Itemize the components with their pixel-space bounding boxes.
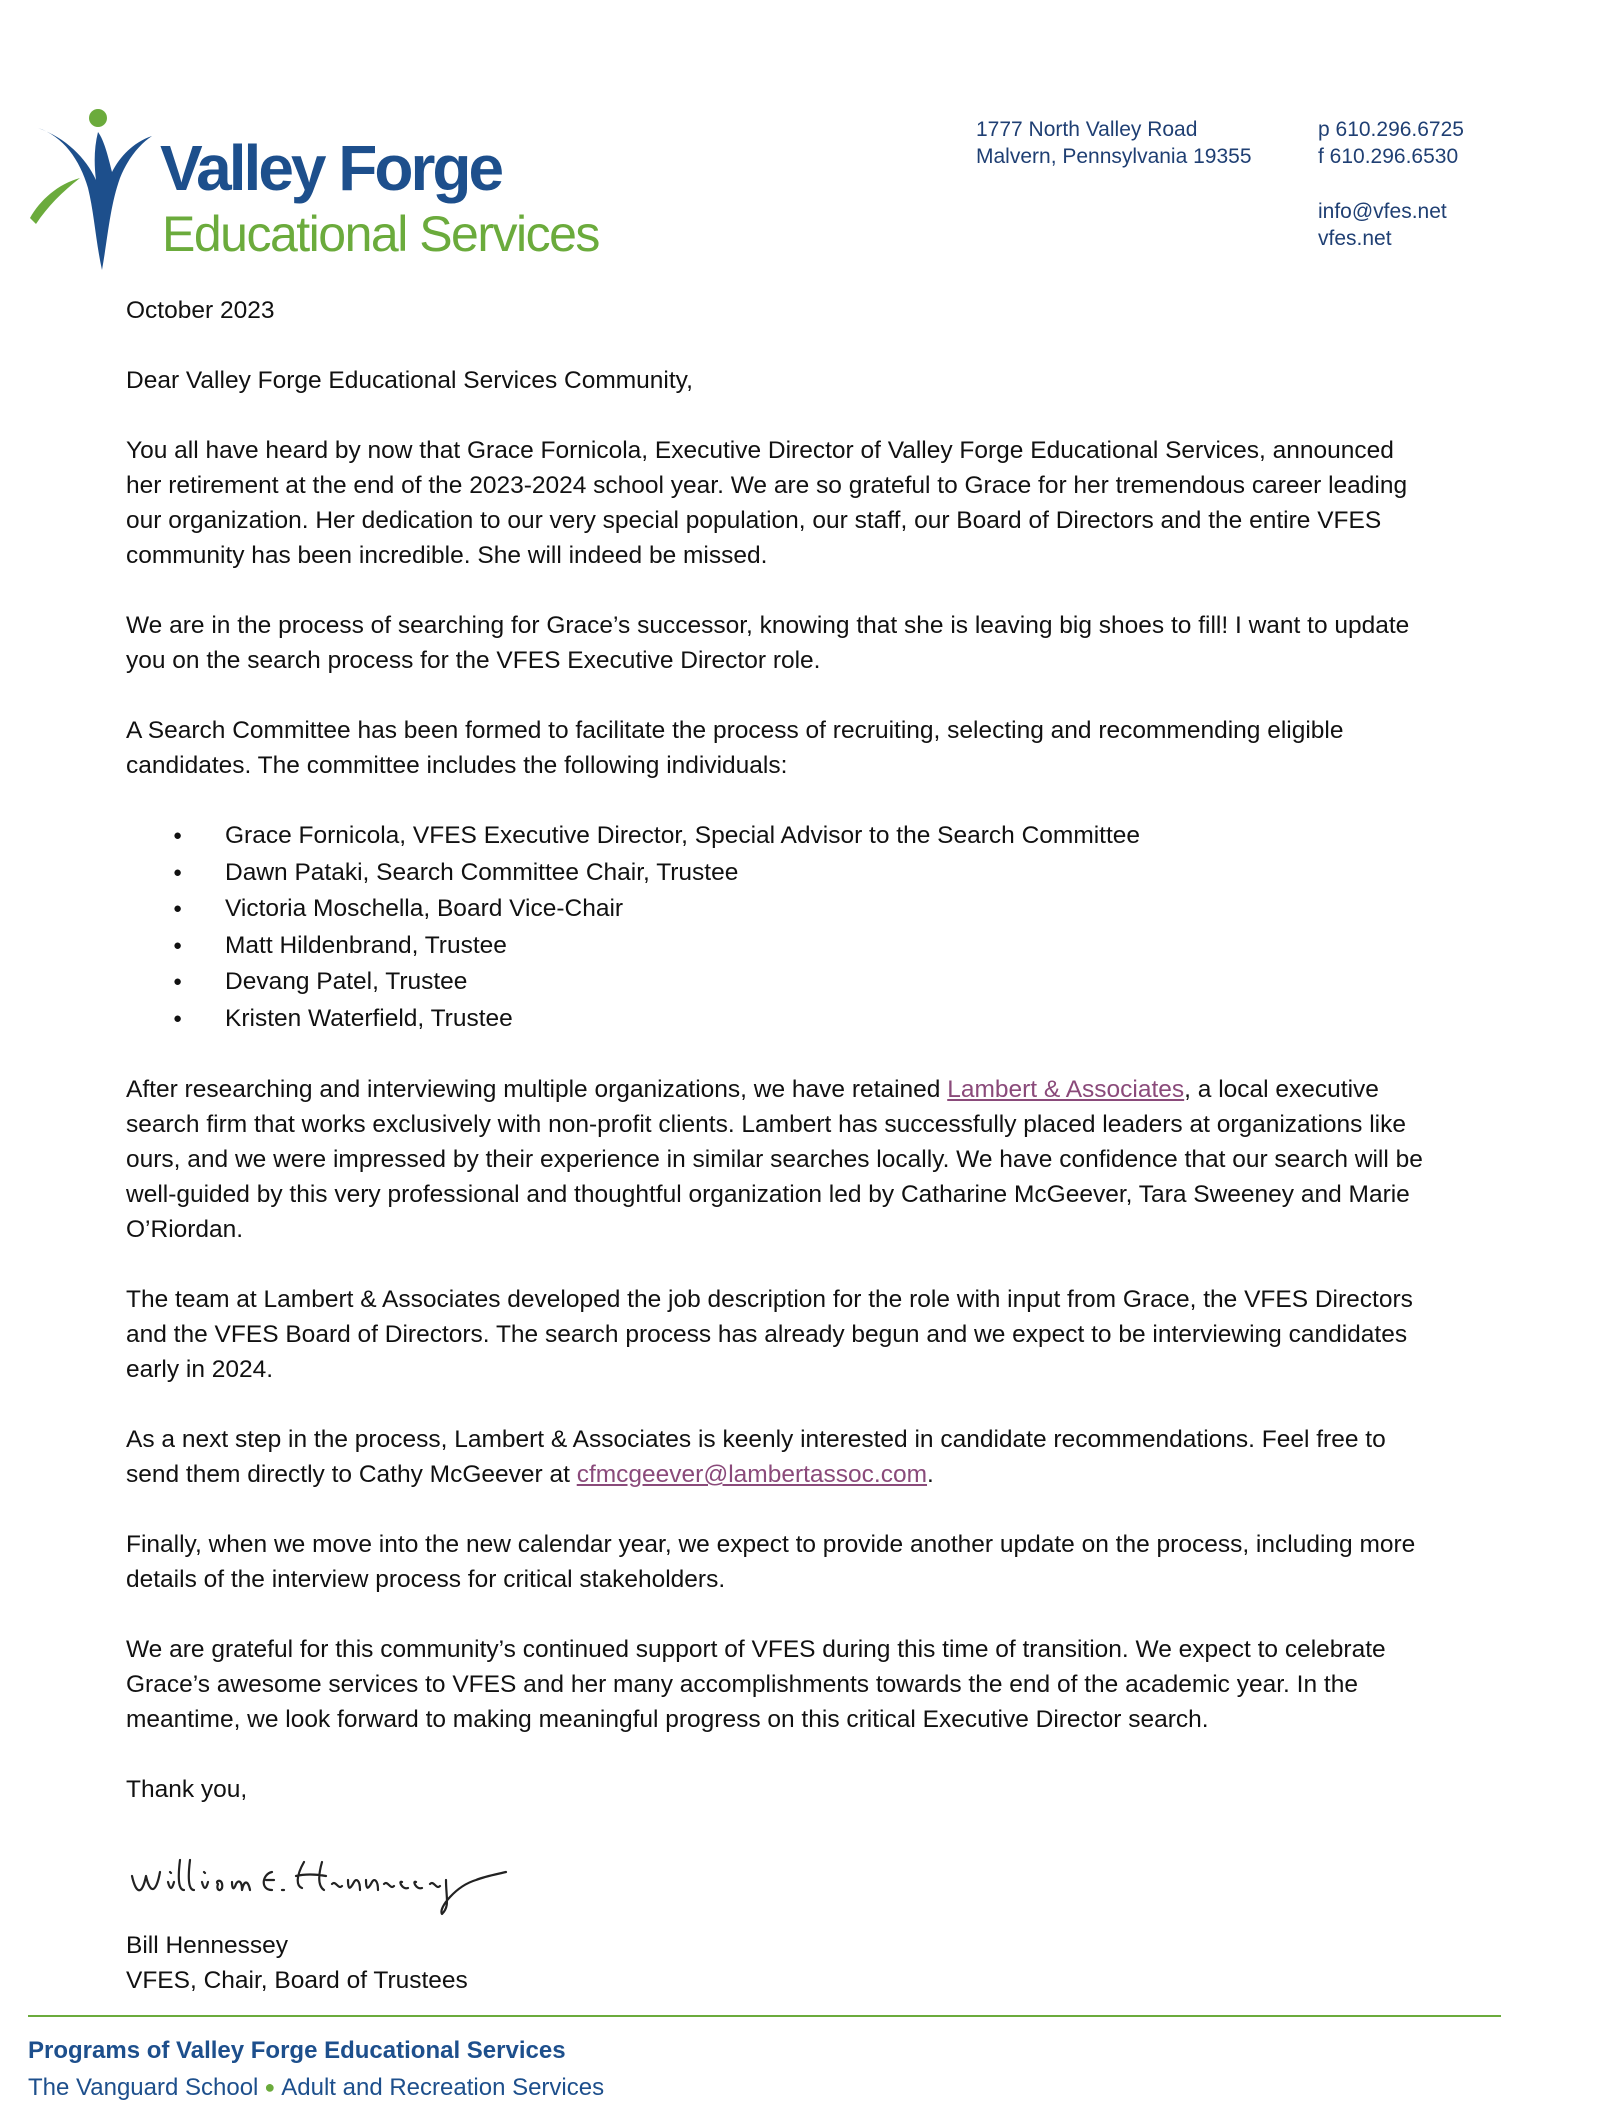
list-item: ● Grace Fornicola, VFES Executive Director, Special Advisor to the Search Committee xyxy=(126,818,1426,855)
paragraph-5: The team at Lambert & Associates developed the job description for the role with input from Grace, the VFES Directors and the VFES Board of Directors. The search process has already begun and we expect to be interviewing candidates early in 2024. xyxy=(126,1286,1413,1383)
footer-divider xyxy=(28,2015,1501,2017)
vfes-logo xyxy=(28,108,599,278)
letter-body xyxy=(126,293,1426,1998)
signature-image xyxy=(126,1846,546,1918)
paragraph-6-start: As a next step in the process, Lambert & Associates is keenly interested in candidate recommendations. Feel free to send them directly to Cathy McGeever at xyxy=(126,1426,1386,1488)
list-item: ● Matt Hildenbrand, Trustee xyxy=(126,928,1426,965)
closing: Thank you, xyxy=(126,1776,248,1803)
paragraph-3: A Search Committee has been formed to facilitate the process of recruiting, selecting and recommending eligible candidates. The committee includes the following individuals: xyxy=(126,717,1344,779)
paragraph-1: You all have heard by now that Grace Fornicola, Executive Director of Valley Forge Educational Services, announced her retirement at the end of the 2023-2024 school year. We are so grateful to Grace for her tremendous career leading our organization. Her dedication to our very special population, our staff, our Board of Directors and the entire VFES community has been incredible. She will indeed be missed. xyxy=(126,437,1408,569)
letter-date: October 2023 xyxy=(126,297,275,324)
lambert-associates-link[interactable]: Lambert & Associates xyxy=(947,1076,1185,1103)
paragraph-8: We are grateful for this community’s continued support of VFES during this time of transition. We expect to celebrate Grace’s awesome services to VFES and her many accomplishments towards the end of the academic year. In the meantime, we look forward to making meaningful progress on this critical Executive Director search. xyxy=(126,1636,1386,1733)
salutation: Dear Valley Forge Educational Services Community, xyxy=(126,367,693,394)
list-item: ● Devang Patel, Trustee xyxy=(126,964,1426,1001)
email-mcgeever-link[interactable]: cfmcgeever@lambertassoc.com xyxy=(576,1461,928,1488)
signer-name: Bill Hennessey xyxy=(126,1932,289,1959)
address-block xyxy=(976,116,1252,170)
list-item: ● Kristen Waterfield, Trustee xyxy=(126,1001,1426,1038)
paragraph-2: We are in the process of searching for Grace’s successor, knowing that she is leaving big shoes to fill! I want to update you on the search process for the VFES Executive Director role. xyxy=(126,612,1410,674)
paragraph-6 xyxy=(126,1422,1426,1492)
fax-number: f 610.296.6530 xyxy=(1318,145,1459,168)
signer-title: VFES, Chair, Board of Trustees xyxy=(126,1967,468,1994)
program-adult-recreation: Adult and Recreation Services xyxy=(281,2074,605,2101)
paragraph-7: Finally, when we move into the new calendar year, we expect to provide another update on the process, including more details of the interview process for critical stakeholders. xyxy=(126,1531,1416,1593)
paragraph-6-end: . xyxy=(927,1461,934,1488)
footer-title: Programs of Valley Forge Educational Services xyxy=(28,2037,566,2064)
paragraph-4-start: After researching and interviewing multiple organizations, we have retained xyxy=(126,1076,948,1103)
figure-leaf-icon xyxy=(28,108,158,273)
paragraph-4-end: , a local executive search firm that works exclusively with non-profit clients. Lambert has successfully placed leaders at organizations like ours, and we were impressed by their experience in similar searches locally. We have confidence that our search will be well-guided by this very professional and thoughtful organization led by Catharine McGeever, Tara Sweeney and Marie O’Riordan. xyxy=(126,1076,1423,1243)
phone-number: p 610.296.6725 xyxy=(1318,118,1464,141)
web-block xyxy=(1318,198,1447,252)
address-line-2: Malvern, Pennsylvania 19355 xyxy=(976,145,1252,168)
list-item: ● Victoria Moschella, Board Vice-Chair xyxy=(126,891,1426,928)
bullet-dot-icon: ● xyxy=(264,2077,276,2097)
paragraph-4 xyxy=(126,1072,1426,1247)
list-item: ● Dawn Pataki, Search Committee Chair, Trustee xyxy=(126,855,1426,892)
program-vanguard: The Vanguard School xyxy=(28,2074,259,2101)
logo-subtitle: Educational Services xyxy=(162,206,599,262)
logo-title: Valley Forge xyxy=(160,132,502,204)
footer-programs xyxy=(28,2074,604,2102)
phone-block xyxy=(1318,116,1464,170)
address-line-1: 1777 North Valley Road xyxy=(976,118,1198,141)
email-link[interactable]: info@vfes.net xyxy=(1318,200,1447,223)
committee-list xyxy=(126,818,1426,1037)
website-link[interactable]: vfes.net xyxy=(1318,227,1392,250)
